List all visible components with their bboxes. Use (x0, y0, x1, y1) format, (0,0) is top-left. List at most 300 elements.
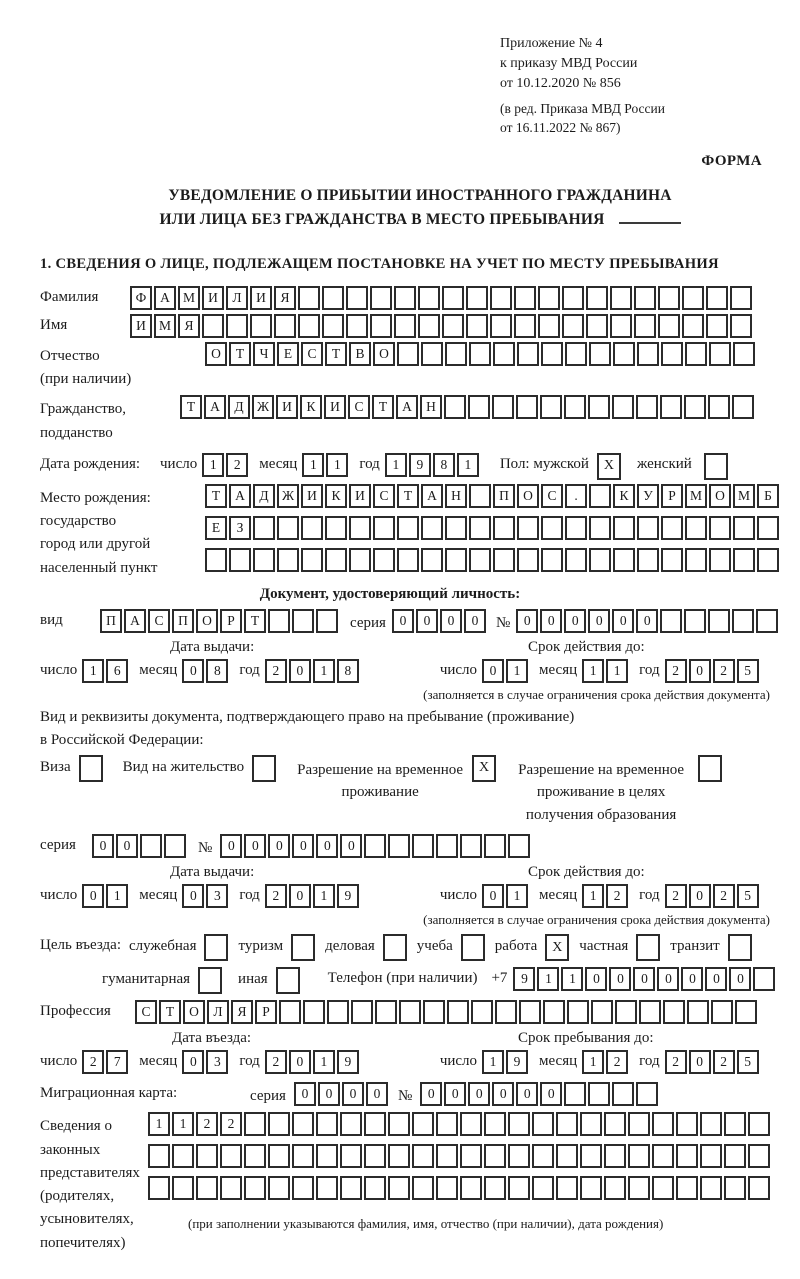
char-cell[interactable] (508, 1176, 530, 1200)
checkbox-cell[interactable] (204, 934, 228, 961)
char-cell[interactable]: Я (274, 286, 296, 310)
char-cell[interactable] (514, 314, 536, 338)
char-cell[interactable] (442, 314, 464, 338)
char-cell[interactable]: Ж (252, 395, 274, 419)
char-cell[interactable]: 0 (416, 609, 438, 633)
char-cell[interactable]: П (172, 609, 194, 633)
char-cell[interactable] (652, 1112, 674, 1136)
char-cell[interactable]: 0 (609, 967, 631, 991)
char-cell[interactable] (700, 1112, 722, 1136)
char-cell[interactable] (562, 314, 584, 338)
char-cell[interactable] (676, 1144, 698, 1168)
char-cell[interactable]: 2 (265, 659, 287, 683)
char-cell[interactable] (700, 1176, 722, 1200)
char-cell[interactable]: Т (180, 395, 202, 419)
char-cell[interactable]: М (685, 484, 707, 508)
checkbox-cell[interactable]: X (597, 453, 621, 480)
char-cell[interactable] (460, 1176, 482, 1200)
char-cell[interactable] (514, 286, 536, 310)
char-cell[interactable] (732, 609, 754, 633)
char-cell[interactable]: 0 (516, 1082, 538, 1106)
char-cell[interactable] (709, 342, 731, 366)
char-cell[interactable]: И (349, 484, 371, 508)
char-cell[interactable]: О (183, 1000, 205, 1024)
char-cell[interactable]: 0 (318, 1082, 340, 1106)
char-cell[interactable] (604, 1144, 626, 1168)
char-cell[interactable] (567, 1000, 589, 1024)
char-cell[interactable]: 2 (713, 659, 735, 683)
checkbox-cell[interactable] (79, 755, 103, 782)
char-cell[interactable] (684, 609, 706, 633)
char-cell[interactable]: 2 (196, 1112, 218, 1136)
char-cell[interactable]: 0 (292, 834, 314, 858)
char-cell[interactable]: 8 (206, 659, 228, 683)
char-cell[interactable] (538, 314, 560, 338)
char-cell[interactable]: 1 (506, 659, 528, 683)
char-cell[interactable] (447, 1000, 469, 1024)
char-cell[interactable] (508, 1112, 530, 1136)
char-cell[interactable]: А (124, 609, 146, 633)
char-cell[interactable]: 0 (366, 1082, 388, 1106)
char-cell[interactable] (327, 1000, 349, 1024)
char-cell[interactable]: 0 (289, 659, 311, 683)
char-cell[interactable]: 1 (506, 884, 528, 908)
char-cell[interactable] (564, 1082, 586, 1106)
char-cell[interactable] (277, 548, 299, 572)
char-cell[interactable]: И (276, 395, 298, 419)
char-cell[interactable]: 2 (220, 1112, 242, 1136)
char-cell[interactable] (517, 342, 539, 366)
char-cell[interactable]: 1 (302, 453, 324, 477)
checkbox-cell[interactable] (698, 755, 722, 782)
char-cell[interactable] (469, 342, 491, 366)
char-cell[interactable] (588, 1082, 610, 1106)
checkbox-cell[interactable]: X (545, 934, 569, 961)
char-cell[interactable] (418, 314, 440, 338)
char-cell[interactable]: 0 (657, 967, 679, 991)
char-cell[interactable] (586, 286, 608, 310)
char-cell[interactable] (658, 286, 680, 310)
char-cell[interactable]: 0 (244, 834, 266, 858)
char-cell[interactable] (444, 395, 466, 419)
char-cell[interactable]: 0 (729, 967, 751, 991)
char-cell[interactable] (730, 314, 752, 338)
char-cell[interactable]: О (373, 342, 395, 366)
char-cell[interactable] (229, 548, 251, 572)
char-cell[interactable] (540, 395, 562, 419)
char-cell[interactable] (706, 314, 728, 338)
char-cell[interactable]: 0 (420, 1082, 442, 1106)
char-cell[interactable] (484, 1144, 506, 1168)
char-cell[interactable]: 0 (681, 967, 703, 991)
char-cell[interactable] (709, 516, 731, 540)
char-cell[interactable] (733, 342, 755, 366)
char-cell[interactable]: А (396, 395, 418, 419)
char-cell[interactable]: Е (277, 342, 299, 366)
char-cell[interactable] (172, 1144, 194, 1168)
char-cell[interactable] (292, 1176, 314, 1200)
char-cell[interactable] (532, 1176, 554, 1200)
char-cell[interactable] (565, 548, 587, 572)
char-cell[interactable]: 0 (540, 609, 562, 633)
char-cell[interactable] (490, 286, 512, 310)
char-cell[interactable]: 0 (440, 609, 462, 633)
char-cell[interactable] (340, 1176, 362, 1200)
char-cell[interactable]: 9 (409, 453, 431, 477)
char-cell[interactable]: 7 (106, 1050, 128, 1074)
char-cell[interactable] (541, 516, 563, 540)
char-cell[interactable]: 0 (340, 834, 362, 858)
char-cell[interactable]: 0 (342, 1082, 364, 1106)
char-cell[interactable]: 1 (148, 1112, 170, 1136)
char-cell[interactable] (421, 548, 443, 572)
char-cell[interactable] (565, 342, 587, 366)
char-cell[interactable] (292, 1144, 314, 1168)
char-cell[interactable] (637, 342, 659, 366)
char-cell[interactable] (316, 1176, 338, 1200)
char-cell[interactable] (388, 834, 410, 858)
char-cell[interactable] (364, 1176, 386, 1200)
char-cell[interactable] (733, 516, 755, 540)
char-cell[interactable] (421, 516, 443, 540)
char-cell[interactable] (562, 286, 584, 310)
char-cell[interactable] (564, 395, 586, 419)
char-cell[interactable] (541, 548, 563, 572)
char-cell[interactable] (316, 609, 338, 633)
char-cell[interactable]: 2 (606, 884, 628, 908)
char-cell[interactable] (757, 516, 779, 540)
char-cell[interactable] (634, 314, 656, 338)
char-cell[interactable] (274, 314, 296, 338)
char-cell[interactable] (589, 484, 611, 508)
char-cell[interactable]: 0 (392, 609, 414, 633)
char-cell[interactable] (517, 548, 539, 572)
char-cell[interactable] (580, 1144, 602, 1168)
char-cell[interactable]: 2 (665, 1050, 687, 1074)
char-cell[interactable]: П (100, 609, 122, 633)
char-cell[interactable] (253, 516, 275, 540)
char-cell[interactable]: 2 (713, 1050, 735, 1074)
char-cell[interactable]: У (637, 484, 659, 508)
char-cell[interactable]: Т (229, 342, 251, 366)
char-cell[interactable] (370, 314, 392, 338)
char-cell[interactable] (468, 395, 490, 419)
char-cell[interactable] (388, 1144, 410, 1168)
char-cell[interactable] (610, 286, 632, 310)
char-cell[interactable]: 0 (633, 967, 655, 991)
char-cell[interactable] (660, 609, 682, 633)
char-cell[interactable]: Д (228, 395, 250, 419)
char-cell[interactable]: 0 (689, 884, 711, 908)
char-cell[interactable] (268, 1144, 290, 1168)
char-cell[interactable]: 6 (106, 659, 128, 683)
char-cell[interactable] (724, 1112, 746, 1136)
char-cell[interactable]: С (301, 342, 323, 366)
char-cell[interactable]: М (178, 286, 200, 310)
char-cell[interactable] (340, 1144, 362, 1168)
char-cell[interactable] (532, 1112, 554, 1136)
char-cell[interactable] (484, 1176, 506, 1200)
char-cell[interactable] (730, 286, 752, 310)
char-cell[interactable]: О (709, 484, 731, 508)
char-cell[interactable] (612, 395, 634, 419)
char-cell[interactable]: 1 (313, 659, 335, 683)
char-cell[interactable]: 0 (289, 884, 311, 908)
char-cell[interactable]: 0 (585, 967, 607, 991)
char-cell[interactable]: 0 (116, 834, 138, 858)
char-cell[interactable] (316, 1112, 338, 1136)
char-cell[interactable] (205, 548, 227, 572)
char-cell[interactable] (220, 1176, 242, 1200)
char-cell[interactable] (469, 516, 491, 540)
char-cell[interactable] (589, 516, 611, 540)
char-cell[interactable] (580, 1176, 602, 1200)
char-cell[interactable] (436, 1144, 458, 1168)
char-cell[interactable] (268, 609, 290, 633)
char-cell[interactable]: 3 (206, 884, 228, 908)
char-cell[interactable] (325, 516, 347, 540)
char-cell[interactable]: Н (420, 395, 442, 419)
char-cell[interactable] (492, 395, 514, 419)
char-cell[interactable]: 1 (106, 884, 128, 908)
char-cell[interactable]: Л (226, 286, 248, 310)
char-cell[interactable] (709, 548, 731, 572)
char-cell[interactable] (628, 1144, 650, 1168)
char-cell[interactable]: 1 (582, 659, 604, 683)
char-cell[interactable]: И (324, 395, 346, 419)
char-cell[interactable] (532, 1144, 554, 1168)
char-cell[interactable] (652, 1176, 674, 1200)
char-cell[interactable]: Е (205, 516, 227, 540)
char-cell[interactable]: 0 (492, 1082, 514, 1106)
char-cell[interactable]: 3 (206, 1050, 228, 1074)
char-cell[interactable] (541, 342, 563, 366)
char-cell[interactable] (676, 1112, 698, 1136)
char-cell[interactable] (244, 1144, 266, 1168)
char-cell[interactable] (322, 314, 344, 338)
char-cell[interactable] (471, 1000, 493, 1024)
char-cell[interactable] (636, 395, 658, 419)
char-cell[interactable] (588, 395, 610, 419)
char-cell[interactable] (612, 1082, 634, 1106)
char-cell[interactable] (244, 1112, 266, 1136)
char-cell[interactable] (700, 1144, 722, 1168)
char-cell[interactable]: 1 (457, 453, 479, 477)
char-cell[interactable] (493, 342, 515, 366)
char-cell[interactable] (445, 342, 467, 366)
char-cell[interactable] (628, 1176, 650, 1200)
char-cell[interactable] (303, 1000, 325, 1024)
char-cell[interactable] (556, 1144, 578, 1168)
char-cell[interactable]: 0 (588, 609, 610, 633)
char-cell[interactable] (711, 1000, 733, 1024)
char-cell[interactable] (706, 286, 728, 310)
char-cell[interactable]: Ф (130, 286, 152, 310)
char-cell[interactable]: 0 (705, 967, 727, 991)
char-cell[interactable] (687, 1000, 709, 1024)
char-cell[interactable] (724, 1176, 746, 1200)
char-cell[interactable] (661, 548, 683, 572)
char-cell[interactable] (484, 834, 506, 858)
char-cell[interactable] (292, 609, 314, 633)
char-cell[interactable] (637, 548, 659, 572)
char-cell[interactable] (316, 1144, 338, 1168)
char-cell[interactable] (423, 1000, 445, 1024)
char-cell[interactable]: Т (244, 609, 266, 633)
char-cell[interactable]: И (301, 484, 323, 508)
char-cell[interactable] (322, 286, 344, 310)
char-cell[interactable]: 0 (316, 834, 338, 858)
char-cell[interactable]: Б (757, 484, 779, 508)
char-cell[interactable]: 1 (313, 1050, 335, 1074)
char-cell[interactable]: 0 (564, 609, 586, 633)
char-cell[interactable] (346, 314, 368, 338)
char-cell[interactable] (708, 395, 730, 419)
char-cell[interactable] (370, 286, 392, 310)
char-cell[interactable] (226, 314, 248, 338)
char-cell[interactable]: 9 (337, 884, 359, 908)
char-cell[interactable] (685, 342, 707, 366)
char-cell[interactable]: С (348, 395, 370, 419)
char-cell[interactable]: 5 (737, 1050, 759, 1074)
char-cell[interactable] (349, 516, 371, 540)
char-cell[interactable] (253, 548, 275, 572)
checkbox-cell[interactable] (636, 934, 660, 961)
char-cell[interactable]: 0 (482, 659, 504, 683)
char-cell[interactable] (556, 1176, 578, 1200)
char-cell[interactable] (676, 1176, 698, 1200)
char-cell[interactable]: 2 (665, 884, 687, 908)
char-cell[interactable]: 1 (82, 659, 104, 683)
char-cell[interactable]: 0 (220, 834, 242, 858)
char-cell[interactable] (244, 1176, 266, 1200)
char-cell[interactable] (508, 1144, 530, 1168)
char-cell[interactable]: 1 (582, 1050, 604, 1074)
char-cell[interactable]: И (130, 314, 152, 338)
char-cell[interactable] (340, 1112, 362, 1136)
char-cell[interactable]: 0 (482, 884, 504, 908)
checkbox-cell[interactable] (704, 453, 728, 480)
char-cell[interactable]: 1 (202, 453, 224, 477)
char-cell[interactable]: Р (255, 1000, 277, 1024)
char-cell[interactable]: Д (253, 484, 275, 508)
checkbox-cell[interactable] (276, 967, 300, 994)
char-cell[interactable]: О (517, 484, 539, 508)
char-cell[interactable] (351, 1000, 373, 1024)
char-cell[interactable]: А (229, 484, 251, 508)
char-cell[interactable]: Т (397, 484, 419, 508)
char-cell[interactable]: С (541, 484, 563, 508)
char-cell[interactable] (148, 1176, 170, 1200)
char-cell[interactable] (565, 516, 587, 540)
char-cell[interactable] (538, 286, 560, 310)
char-cell[interactable] (589, 342, 611, 366)
char-cell[interactable] (412, 834, 434, 858)
char-cell[interactable]: 1 (326, 453, 348, 477)
checkbox-cell[interactable]: X (472, 755, 496, 782)
char-cell[interactable] (301, 516, 323, 540)
char-cell[interactable] (364, 1144, 386, 1168)
char-cell[interactable] (708, 609, 730, 633)
char-cell[interactable] (663, 1000, 685, 1024)
char-cell[interactable]: Р (220, 609, 242, 633)
char-cell[interactable] (543, 1000, 565, 1024)
char-cell[interactable] (298, 286, 320, 310)
char-cell[interactable]: 0 (444, 1082, 466, 1106)
char-cell[interactable]: Я (231, 1000, 253, 1024)
char-cell[interactable] (724, 1144, 746, 1168)
char-cell[interactable] (733, 548, 755, 572)
char-cell[interactable] (636, 1082, 658, 1106)
char-cell[interactable]: 5 (737, 659, 759, 683)
char-cell[interactable] (735, 1000, 757, 1024)
char-cell[interactable] (628, 1112, 650, 1136)
checkbox-cell[interactable] (383, 934, 407, 961)
char-cell[interactable]: 2 (606, 1050, 628, 1074)
char-cell[interactable] (397, 548, 419, 572)
char-cell[interactable] (732, 395, 754, 419)
char-cell[interactable] (466, 314, 488, 338)
char-cell[interactable]: 0 (636, 609, 658, 633)
char-cell[interactable]: 0 (689, 659, 711, 683)
char-cell[interactable]: Т (205, 484, 227, 508)
char-cell[interactable]: 0 (182, 659, 204, 683)
char-cell[interactable]: 1 (482, 1050, 504, 1074)
char-cell[interactable] (660, 395, 682, 419)
char-cell[interactable] (364, 834, 386, 858)
char-cell[interactable]: С (148, 609, 170, 633)
char-cell[interactable] (298, 314, 320, 338)
char-cell[interactable] (613, 342, 635, 366)
char-cell[interactable] (202, 314, 224, 338)
char-cell[interactable] (682, 314, 704, 338)
char-cell[interactable] (661, 516, 683, 540)
char-cell[interactable] (591, 1000, 613, 1024)
char-cell[interactable]: Я (178, 314, 200, 338)
char-cell[interactable] (586, 314, 608, 338)
checkbox-cell[interactable] (461, 934, 485, 961)
char-cell[interactable] (436, 1112, 458, 1136)
char-cell[interactable]: С (373, 484, 395, 508)
char-cell[interactable] (652, 1144, 674, 1168)
char-cell[interactable] (394, 286, 416, 310)
char-cell[interactable] (684, 395, 706, 419)
char-cell[interactable]: И (250, 286, 272, 310)
char-cell[interactable] (196, 1144, 218, 1168)
char-cell[interactable] (346, 286, 368, 310)
char-cell[interactable]: 1 (606, 659, 628, 683)
char-cell[interactable]: М (733, 484, 755, 508)
char-cell[interactable]: Т (372, 395, 394, 419)
char-cell[interactable] (610, 314, 632, 338)
char-cell[interactable] (658, 314, 680, 338)
char-cell[interactable] (661, 342, 683, 366)
char-cell[interactable]: 9 (337, 1050, 359, 1074)
char-cell[interactable] (634, 286, 656, 310)
char-cell[interactable]: 0 (268, 834, 290, 858)
char-cell[interactable] (364, 1112, 386, 1136)
char-cell[interactable]: 0 (516, 609, 538, 633)
char-cell[interactable] (140, 834, 162, 858)
char-cell[interactable] (685, 548, 707, 572)
char-cell[interactable] (519, 1000, 541, 1024)
char-cell[interactable]: 1 (313, 884, 335, 908)
char-cell[interactable] (460, 1144, 482, 1168)
char-cell[interactable]: В (349, 342, 371, 366)
char-cell[interactable] (388, 1176, 410, 1200)
char-cell[interactable]: 5 (737, 884, 759, 908)
char-cell[interactable] (637, 516, 659, 540)
